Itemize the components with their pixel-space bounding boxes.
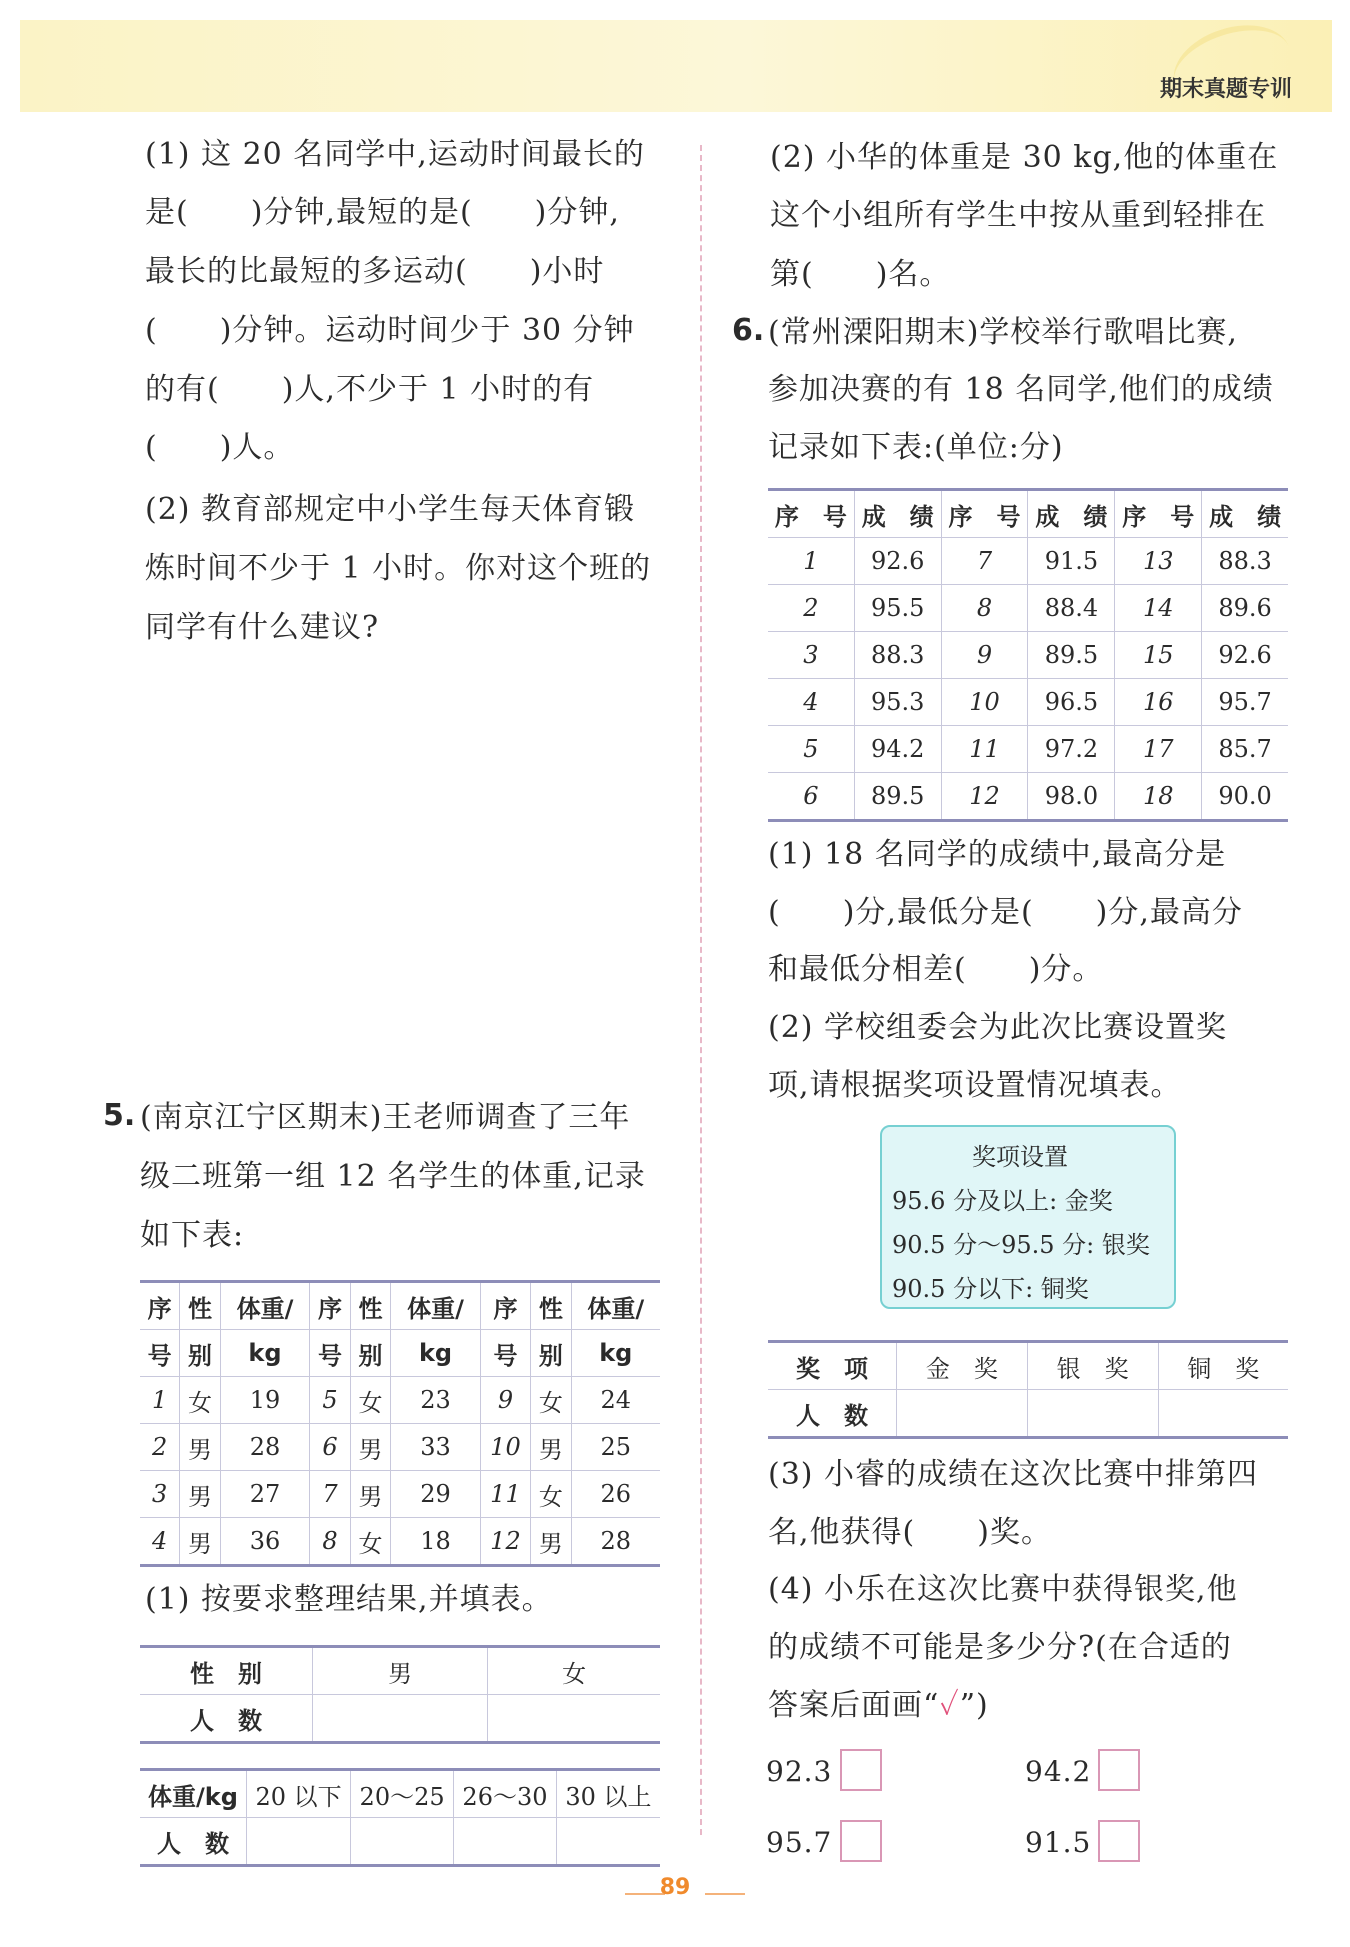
question-number: 6. (732, 313, 765, 348)
table-cell: 6 (310, 1424, 350, 1471)
table-header-cell: 序 号 (941, 490, 1028, 538)
table-header-cell: 银 奖 (1027, 1342, 1158, 1390)
table-cell: 男 (531, 1518, 571, 1566)
table-cell: 95.3 (854, 679, 941, 726)
table-cell: 女 (180, 1377, 220, 1424)
table-header-cell: 人 数 (140, 1818, 247, 1866)
table-row (768, 632, 1288, 679)
text-line: 参加决赛的有 18 名同学,他们的成绩 (768, 372, 1274, 407)
table-cell: 5 (768, 726, 854, 773)
text-fragment: ”) (959, 1688, 989, 1723)
text-line: 记录如下表:(单位:分) (768, 430, 1064, 465)
text-line: 这个小组所有学生中按从重到轻排在 (770, 198, 1266, 233)
table-cell: 9 (941, 632, 1028, 679)
table-cell: 28 (220, 1424, 310, 1471)
table-cell: 26 (571, 1471, 660, 1518)
option-checkbox[interactable] (1098, 1820, 1140, 1862)
text-line: 最长的比最短的多运动( )小时 (145, 254, 605, 289)
table-cell: 女 (350, 1377, 390, 1424)
text-line: (3) 小睿的成绩在这次比赛中排第四 (768, 1457, 1259, 1492)
text-line: 同学有什么建议? (145, 610, 380, 645)
text-line: 的成绩不可能是多少分?(在合适的 (768, 1630, 1232, 1665)
table-header-cell: 号 (480, 1330, 530, 1377)
text-line: (2) 教育部规定中小学生每天体育锻 (145, 492, 636, 527)
table-row (140, 1518, 660, 1566)
table-header-cell: 序 (480, 1282, 530, 1330)
table-cell: 88.4 (1028, 585, 1115, 632)
table-cell: 11 (480, 1471, 530, 1518)
table-header-cell: 30 以上 (556, 1770, 660, 1818)
table-cell: 11 (941, 726, 1028, 773)
table-cell: 90.0 (1202, 773, 1288, 821)
award-rule: 90.5 分～95.5 分: 银奖 (892, 1231, 1150, 1259)
award-box-title: 奖项设置 (972, 1143, 1068, 1171)
text-line: (2) 小华的体重是 30 kg,他的体重在 (770, 140, 1279, 175)
text-line: ( )分钟。运动时间少于 30 分钟 (145, 313, 635, 348)
table-cell: 1 (140, 1377, 180, 1424)
table-cell: 1 (768, 538, 854, 585)
table-header-cell: kg (391, 1330, 481, 1377)
table-cell: 男 (180, 1471, 220, 1518)
option-value: 95.7 (766, 1826, 833, 1859)
table-cell: 12 (941, 773, 1028, 821)
table-cell: 23 (391, 1377, 481, 1424)
award-settings-box (880, 1125, 1176, 1309)
table-header-cell: 序 号 (1115, 490, 1202, 538)
table-cell: 男 (180, 1424, 220, 1471)
table-cell: 男 (350, 1424, 390, 1471)
table-cell: 89.5 (854, 773, 941, 821)
option-checkbox[interactable] (840, 1820, 882, 1862)
answer-cell[interactable] (351, 1818, 454, 1866)
gender-count-table (140, 1645, 660, 1744)
table-header-cell: 成 绩 (1028, 490, 1115, 538)
table-header-row (140, 1282, 660, 1330)
table-header-cell: 性 (531, 1282, 571, 1330)
decorative-swoosh (1163, 11, 1301, 120)
table-header-row (140, 1647, 660, 1695)
text-line: (1) 18 名同学的成绩中,最高分是 (768, 837, 1227, 872)
text-line: 炼时间不少于 1 小时。你对这个班的 (145, 551, 652, 586)
table-header-cell: 体重/ (220, 1282, 310, 1330)
table-cell: 18 (391, 1518, 481, 1566)
question-number: 5. (103, 1098, 136, 1133)
table-header-cell: 号 (310, 1330, 350, 1377)
table-cell: 女 (350, 1518, 390, 1566)
answer-cell[interactable] (897, 1390, 1028, 1438)
text-line: 和最低分相差( )分。 (768, 952, 1104, 987)
table-cell: 男 (531, 1424, 571, 1471)
table-cell: 16 (1115, 679, 1202, 726)
table-cell: 94.2 (854, 726, 941, 773)
table-header-cell: 20～25 (351, 1770, 454, 1818)
table-cell: 88.3 (854, 632, 941, 679)
answer-cell[interactable] (1027, 1390, 1158, 1438)
table-cell: 5 (310, 1377, 350, 1424)
text-line: 项,请根据奖项设置情况填表。 (768, 1068, 1182, 1103)
page-number: 89 (659, 1875, 691, 1900)
section-tag: 期末真题专训 (1159, 77, 1292, 102)
table-row (140, 1424, 660, 1471)
table-header-cell: 成 绩 (854, 490, 941, 538)
table-header-cell: 成 绩 (1202, 490, 1288, 538)
answer-cell[interactable] (556, 1818, 660, 1866)
table-row (768, 585, 1288, 632)
text-line: (南京江宁区期末)王老师调查了三年 (140, 1100, 631, 1135)
table-header-cell: 奖 项 (768, 1342, 897, 1390)
table-header-cell: 26～30 (454, 1770, 557, 1818)
table-cell: 女 (531, 1377, 571, 1424)
award-rule: 95.6 分及以上: 金奖 (892, 1187, 1113, 1215)
weight-range-table (140, 1768, 660, 1867)
award-rule: 90.5 分以下: 铜奖 (892, 1275, 1089, 1303)
table-cell: 92.6 (854, 538, 941, 585)
table-cell: 98.0 (1028, 773, 1115, 821)
page-number-rule (705, 1893, 745, 1895)
table-row (140, 1695, 660, 1743)
table-header-row (768, 1342, 1288, 1390)
text-line: 级二班第一组 12 名学生的体重,记录 (140, 1159, 646, 1194)
table-cell: 29 (391, 1471, 481, 1518)
table-header-cell: 体重/kg (140, 1770, 247, 1818)
table-cell: 12 (480, 1518, 530, 1566)
table-cell: 24 (571, 1377, 660, 1424)
table-cell: 17 (1115, 726, 1202, 773)
table-row (768, 726, 1288, 773)
table-header-cell: 序 (140, 1282, 180, 1330)
table-cell: 95.5 (854, 585, 941, 632)
table-cell: 14 (1115, 585, 1202, 632)
table-cell: 6 (768, 773, 854, 821)
text-line: (常州溧阳期末)学校举行歌唱比赛, (768, 315, 1238, 350)
table-cell: 3 (768, 632, 854, 679)
text-line: ( )人。 (145, 430, 295, 465)
table-header-cell: 别 (180, 1330, 220, 1377)
table-row (768, 773, 1288, 821)
answer-cell[interactable] (313, 1695, 488, 1743)
table-header-cell: 序 号 (768, 490, 854, 538)
table-header-row (140, 1330, 660, 1377)
answer-cell[interactable] (1158, 1390, 1288, 1438)
option-value: 91.5 (1025, 1826, 1092, 1859)
table-header-cell: 性 别 (140, 1647, 313, 1695)
table-header-cell: 铜 奖 (1158, 1342, 1288, 1390)
table-header-row (140, 1770, 660, 1818)
table-header-cell: 号 (140, 1330, 180, 1377)
table-header-cell: 别 (531, 1330, 571, 1377)
table-cell: 3 (140, 1471, 180, 1518)
text-line: 的有( )人,不少于 1 小时的有 (145, 372, 595, 407)
table-cell: 85.7 (1202, 726, 1288, 773)
table-cell: 2 (140, 1424, 180, 1471)
table-cell: 4 (768, 679, 854, 726)
table-header-cell: 人 数 (140, 1695, 313, 1743)
table-header-cell: 序 (310, 1282, 350, 1330)
table-cell: 88.3 (1202, 538, 1288, 585)
table-cell: 89.6 (1202, 585, 1288, 632)
table-row (768, 679, 1288, 726)
table-cell: 8 (941, 585, 1028, 632)
table-cell: 19 (220, 1377, 310, 1424)
table-header-cell: 别 (350, 1330, 390, 1377)
text-line: (1) 按要求整理结果,并填表。 (145, 1582, 553, 1617)
table-header-cell: 男 (313, 1647, 488, 1695)
text-line: 是( )分钟,最短的是( )分钟, (145, 195, 620, 230)
table-cell: 25 (571, 1424, 660, 1471)
table-header-cell: 性 (180, 1282, 220, 1330)
text-line: 第( )名。 (770, 257, 951, 292)
text-line: ( )分,最低分是( )分,最高分 (768, 895, 1243, 930)
table-cell: 91.5 (1028, 538, 1115, 585)
table-cell: 15 (1115, 632, 1202, 679)
text-line: 名,他获得( )奖。 (768, 1515, 1052, 1550)
table-header-cell: 20 以下 (247, 1770, 351, 1818)
answer-cell[interactable] (488, 1695, 660, 1743)
weight-record-table (140, 1280, 660, 1567)
table-cell: 9 (480, 1377, 530, 1424)
table-cell: 7 (941, 538, 1028, 585)
table-cell: 女 (531, 1471, 571, 1518)
option-value: 92.3 (766, 1755, 833, 1788)
table-cell: 10 (941, 679, 1028, 726)
table-cell: 33 (391, 1424, 481, 1471)
option-checkbox[interactable] (840, 1749, 882, 1791)
text-line: (4) 小乐在这次比赛中获得银奖,他 (768, 1572, 1238, 1607)
table-cell: 4 (140, 1518, 180, 1566)
table-cell: 男 (350, 1471, 390, 1518)
option-checkbox[interactable] (1098, 1749, 1140, 1791)
table-header-cell: 性 (350, 1282, 390, 1330)
table-cell: 92.6 (1202, 632, 1288, 679)
table-cell: 89.5 (1028, 632, 1115, 679)
table-cell: 96.5 (1028, 679, 1115, 726)
table-cell: 男 (180, 1518, 220, 1566)
table-cell: 7 (310, 1471, 350, 1518)
text-line: 如下表: (140, 1218, 245, 1253)
table-header-cell: 女 (488, 1647, 660, 1695)
table-cell: 13 (1115, 538, 1202, 585)
table-row (140, 1471, 660, 1518)
award-count-table (768, 1340, 1288, 1439)
text-line: (2) 学校组委会为此次比赛设置奖 (768, 1010, 1228, 1045)
option-value: 94.2 (1025, 1755, 1092, 1788)
table-cell: 8 (310, 1518, 350, 1566)
table-cell: 2 (768, 585, 854, 632)
header-banner (20, 20, 1332, 112)
answer-cell[interactable] (454, 1818, 557, 1866)
text-line (768, 1686, 989, 1726)
table-header-cell: 体重/ (571, 1282, 660, 1330)
answer-cell[interactable] (247, 1818, 351, 1866)
table-row (140, 1818, 660, 1866)
table-cell: 97.2 (1028, 726, 1115, 773)
table-cell: 95.7 (1202, 679, 1288, 726)
table-row (140, 1377, 660, 1424)
table-cell: 36 (220, 1518, 310, 1566)
table-header-cell: kg (220, 1330, 310, 1377)
table-row (768, 1390, 1288, 1438)
table-header-cell: 体重/ (391, 1282, 481, 1330)
table-header-cell: kg (571, 1330, 660, 1377)
table-cell: 10 (480, 1424, 530, 1471)
table-row (768, 538, 1288, 585)
text-line: (1) 这 20 名同学中,运动时间最长的 (145, 137, 645, 172)
table-cell: 27 (220, 1471, 310, 1518)
table-header-row (768, 490, 1288, 538)
table-cell: 28 (571, 1518, 660, 1566)
check-mark-icon: ✓ (939, 1688, 960, 1723)
table-cell: 18 (1115, 773, 1202, 821)
table-header-cell: 金 奖 (897, 1342, 1028, 1390)
score-table (768, 488, 1288, 822)
table-header-cell: 人 数 (768, 1390, 897, 1438)
column-divider (700, 145, 702, 1835)
text-fragment: 答案后面画“ (768, 1688, 940, 1723)
